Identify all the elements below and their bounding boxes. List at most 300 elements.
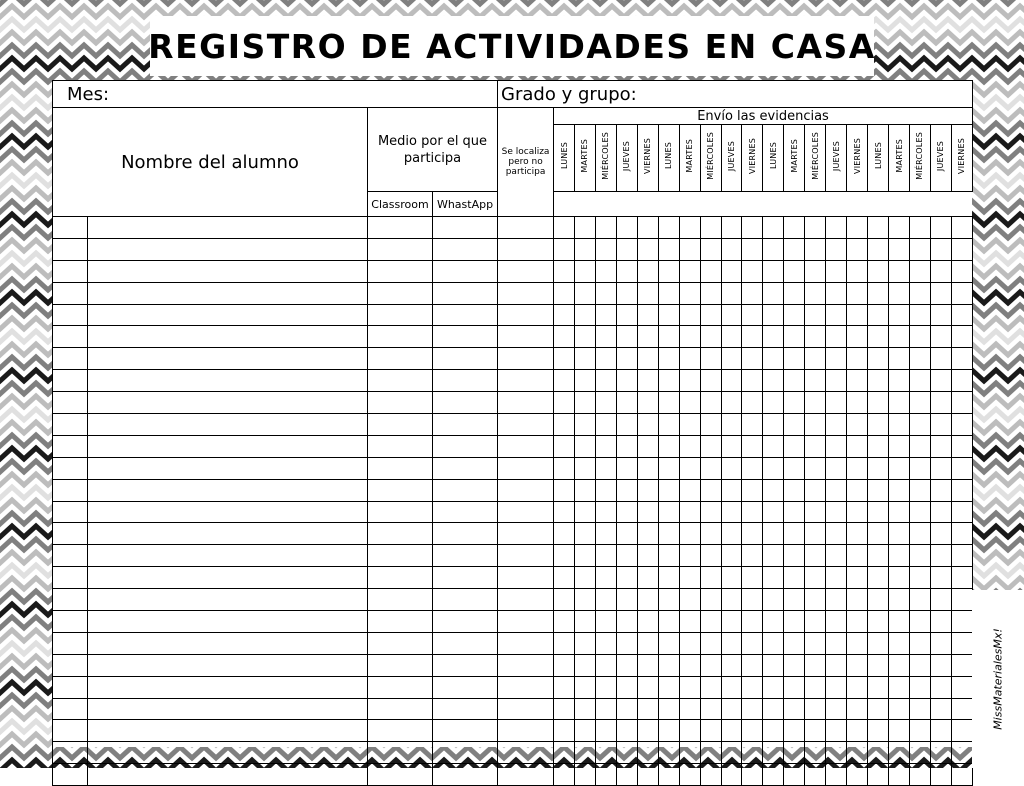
entry-cell[interactable] [595,654,616,676]
entry-cell[interactable] [637,742,658,764]
entry-cell[interactable] [930,698,951,720]
entry-cell[interactable] [368,523,433,545]
entry-cell[interactable] [889,326,910,348]
entry-cell[interactable] [658,632,679,654]
entry-cell[interactable] [574,654,595,676]
entry-cell[interactable] [637,764,658,786]
entry-cell[interactable] [951,611,972,633]
entry-cell[interactable] [742,764,763,786]
entry-cell[interactable] [742,742,763,764]
entry-cell[interactable] [658,589,679,611]
entry-cell[interactable] [616,501,637,523]
entry-cell[interactable] [951,414,972,436]
entry-cell[interactable] [554,435,575,457]
entry-cell[interactable] [826,567,847,589]
entry-cell[interactable] [658,764,679,786]
entry-cell[interactable] [889,764,910,786]
entry-cell[interactable] [742,435,763,457]
entry-cell[interactable] [868,523,889,545]
entry-cell[interactable] [721,304,742,326]
entry-cell[interactable] [951,720,972,742]
entry-cell[interactable] [909,414,930,436]
entry-cell[interactable] [658,435,679,457]
student-name-cell[interactable] [88,348,368,370]
entry-cell[interactable] [679,238,700,260]
row-number-cell[interactable] [53,676,88,698]
entry-cell[interactable] [574,392,595,414]
entry-cell[interactable] [847,501,868,523]
entry-cell[interactable] [433,370,498,392]
entry-cell[interactable] [616,742,637,764]
entry-cell[interactable] [616,260,637,282]
entry-cell[interactable] [930,370,951,392]
entry-cell[interactable] [658,238,679,260]
entry-cell[interactable] [554,282,575,304]
entry-cell[interactable] [951,742,972,764]
entry-cell[interactable] [742,523,763,545]
entry-cell[interactable] [574,435,595,457]
entry-cell[interactable] [658,501,679,523]
entry-cell[interactable] [498,545,554,567]
entry-cell[interactable] [700,457,721,479]
entry-cell[interactable] [574,501,595,523]
entry-cell[interactable] [498,370,554,392]
entry-cell[interactable] [889,632,910,654]
entry-cell[interactable] [574,742,595,764]
entry-cell[interactable] [637,545,658,567]
entry-cell[interactable] [805,217,826,239]
entry-cell[interactable] [679,720,700,742]
entry-cell[interactable] [805,698,826,720]
entry-cell[interactable] [847,589,868,611]
entry-cell[interactable] [637,457,658,479]
entry-cell[interactable] [889,479,910,501]
entry-cell[interactable] [574,304,595,326]
entry-cell[interactable] [595,238,616,260]
entry-cell[interactable] [721,764,742,786]
entry-cell[interactable] [784,348,805,370]
entry-cell[interactable] [930,545,951,567]
entry-cell[interactable] [721,282,742,304]
entry-cell[interactable] [721,632,742,654]
entry-cell[interactable] [763,611,784,633]
entry-cell[interactable] [930,217,951,239]
entry-cell[interactable] [826,435,847,457]
entry-cell[interactable] [951,589,972,611]
entry-cell[interactable] [909,457,930,479]
entry-cell[interactable] [930,501,951,523]
entry-cell[interactable] [930,282,951,304]
entry-cell[interactable] [554,479,575,501]
entry-cell[interactable] [637,654,658,676]
entry-cell[interactable] [574,589,595,611]
entry-cell[interactable] [951,698,972,720]
entry-cell[interactable] [889,260,910,282]
entry-cell[interactable] [433,282,498,304]
entry-cell[interactable] [909,326,930,348]
entry-cell[interactable] [595,414,616,436]
entry-cell[interactable] [368,348,433,370]
entry-cell[interactable] [700,589,721,611]
entry-cell[interactable] [595,742,616,764]
entry-cell[interactable] [763,545,784,567]
entry-cell[interactable] [700,720,721,742]
entry-cell[interactable] [889,654,910,676]
entry-cell[interactable] [574,238,595,260]
entry-cell[interactable] [554,501,575,523]
entry-cell[interactable] [847,676,868,698]
entry-cell[interactable] [595,457,616,479]
entry-cell[interactable] [889,545,910,567]
entry-cell[interactable] [742,370,763,392]
entry-cell[interactable] [930,654,951,676]
entry-cell[interactable] [784,392,805,414]
row-number-cell[interactable] [53,611,88,633]
entry-cell[interactable] [805,611,826,633]
entry-cell[interactable] [658,523,679,545]
entry-cell[interactable] [637,501,658,523]
row-number-cell[interactable] [53,742,88,764]
entry-cell[interactable] [889,435,910,457]
entry-cell[interactable] [889,414,910,436]
entry-cell[interactable] [433,348,498,370]
entry-cell[interactable] [679,304,700,326]
entry-cell[interactable] [930,260,951,282]
entry-cell[interactable] [930,720,951,742]
entry-cell[interactable] [679,567,700,589]
entry-cell[interactable] [805,720,826,742]
entry-cell[interactable] [805,238,826,260]
entry-cell[interactable] [595,523,616,545]
entry-cell[interactable] [868,414,889,436]
student-name-cell[interactable] [88,479,368,501]
entry-cell[interactable] [951,326,972,348]
entry-cell[interactable] [909,282,930,304]
entry-cell[interactable] [805,414,826,436]
entry-cell[interactable] [930,238,951,260]
entry-cell[interactable] [763,326,784,348]
entry-cell[interactable] [868,501,889,523]
entry-cell[interactable] [763,282,784,304]
entry-cell[interactable] [658,260,679,282]
entry-cell[interactable] [784,260,805,282]
entry-cell[interactable] [784,501,805,523]
entry-cell[interactable] [368,501,433,523]
student-name-cell[interactable] [88,654,368,676]
entry-cell[interactable] [616,632,637,654]
entry-cell[interactable] [616,457,637,479]
entry-cell[interactable] [826,326,847,348]
entry-cell[interactable] [595,348,616,370]
entry-cell[interactable] [700,282,721,304]
entry-cell[interactable] [433,304,498,326]
entry-cell[interactable] [595,720,616,742]
entry-cell[interactable] [742,567,763,589]
entry-cell[interactable] [433,217,498,239]
entry-cell[interactable] [679,348,700,370]
entry-cell[interactable] [805,523,826,545]
entry-cell[interactable] [700,326,721,348]
entry-cell[interactable] [847,611,868,633]
entry-cell[interactable] [498,414,554,436]
entry-cell[interactable] [909,764,930,786]
entry-cell[interactable] [554,764,575,786]
student-name-cell[interactable] [88,392,368,414]
row-number-cell[interactable] [53,217,88,239]
entry-cell[interactable] [742,348,763,370]
entry-cell[interactable] [498,260,554,282]
entry-cell[interactable] [679,523,700,545]
entry-cell[interactable] [763,632,784,654]
entry-cell[interactable] [826,217,847,239]
entry-cell[interactable] [847,238,868,260]
entry-cell[interactable] [433,611,498,633]
entry-cell[interactable] [784,326,805,348]
entry-cell[interactable] [637,632,658,654]
entry-cell[interactable] [368,676,433,698]
entry-cell[interactable] [826,654,847,676]
entry-cell[interactable] [616,720,637,742]
entry-cell[interactable] [868,611,889,633]
entry-cell[interactable] [763,676,784,698]
entry-cell[interactable] [909,260,930,282]
entry-cell[interactable] [721,676,742,698]
entry-cell[interactable] [368,326,433,348]
entry-cell[interactable] [847,392,868,414]
entry-cell[interactable] [951,435,972,457]
entry-cell[interactable] [637,370,658,392]
entry-cell[interactable] [868,545,889,567]
entry-cell[interactable] [889,217,910,239]
entry-cell[interactable] [637,589,658,611]
student-name-cell[interactable] [88,611,368,633]
entry-cell[interactable] [930,348,951,370]
entry-cell[interactable] [784,676,805,698]
entry-cell[interactable] [826,370,847,392]
entry-cell[interactable] [805,676,826,698]
entry-cell[interactable] [889,238,910,260]
entry-cell[interactable] [868,238,889,260]
entry-cell[interactable] [679,632,700,654]
entry-cell[interactable] [574,545,595,567]
entry-cell[interactable] [637,611,658,633]
entry-cell[interactable] [868,654,889,676]
entry-cell[interactable] [595,282,616,304]
entry-cell[interactable] [951,479,972,501]
student-name-cell[interactable] [88,457,368,479]
entry-cell[interactable] [554,720,575,742]
entry-cell[interactable] [679,764,700,786]
entry-cell[interactable] [658,348,679,370]
entry-cell[interactable] [700,698,721,720]
entry-cell[interactable] [868,348,889,370]
entry-cell[interactable] [951,501,972,523]
entry-cell[interactable] [951,523,972,545]
entry-cell[interactable] [868,392,889,414]
entry-cell[interactable] [805,764,826,786]
entry-cell[interactable] [868,764,889,786]
entry-cell[interactable] [826,632,847,654]
entry-cell[interactable] [868,282,889,304]
entry-cell[interactable] [951,676,972,698]
entry-cell[interactable] [554,414,575,436]
entry-cell[interactable] [784,764,805,786]
entry-cell[interactable] [721,654,742,676]
entry-cell[interactable] [868,632,889,654]
entry-cell[interactable] [679,501,700,523]
entry-cell[interactable] [433,654,498,676]
entry-cell[interactable] [554,654,575,676]
entry-cell[interactable] [616,392,637,414]
student-name-cell[interactable] [88,676,368,698]
entry-cell[interactable] [574,457,595,479]
entry-cell[interactable] [889,304,910,326]
student-name-cell[interactable] [88,304,368,326]
entry-cell[interactable] [679,370,700,392]
entry-cell[interactable] [909,435,930,457]
entry-cell[interactable] [616,348,637,370]
entry-cell[interactable] [498,392,554,414]
entry-cell[interactable] [637,698,658,720]
entry-cell[interactable] [679,479,700,501]
entry-cell[interactable] [616,282,637,304]
entry-cell[interactable] [368,392,433,414]
entry-cell[interactable] [784,370,805,392]
entry-cell[interactable] [616,435,637,457]
entry-cell[interactable] [433,632,498,654]
entry-cell[interactable] [700,217,721,239]
entry-cell[interactable] [742,589,763,611]
entry-cell[interactable] [700,676,721,698]
entry-cell[interactable] [637,260,658,282]
entry-cell[interactable] [826,523,847,545]
entry-cell[interactable] [763,238,784,260]
entry-cell[interactable] [763,435,784,457]
entry-cell[interactable] [368,282,433,304]
entry-cell[interactable] [805,282,826,304]
entry-cell[interactable] [847,742,868,764]
entry-cell[interactable] [847,282,868,304]
row-number-cell[interactable] [53,589,88,611]
entry-cell[interactable] [658,392,679,414]
entry-cell[interactable] [574,567,595,589]
row-number-cell[interactable] [53,238,88,260]
entry-cell[interactable] [679,545,700,567]
entry-cell[interactable] [679,676,700,698]
entry-cell[interactable] [616,304,637,326]
student-name-cell[interactable] [88,414,368,436]
entry-cell[interactable] [930,304,951,326]
entry-cell[interactable] [498,742,554,764]
entry-cell[interactable] [616,326,637,348]
entry-cell[interactable] [433,392,498,414]
entry-cell[interactable] [658,742,679,764]
entry-cell[interactable] [658,567,679,589]
entry-cell[interactable] [889,611,910,633]
entry-cell[interactable] [847,370,868,392]
entry-cell[interactable] [826,414,847,436]
entry-cell[interactable] [574,326,595,348]
entry-cell[interactable] [847,457,868,479]
entry-cell[interactable] [784,238,805,260]
entry-cell[interactable] [909,304,930,326]
entry-cell[interactable] [433,479,498,501]
entry-cell[interactable] [368,260,433,282]
entry-cell[interactable] [742,304,763,326]
entry-cell[interactable] [637,567,658,589]
entry-cell[interactable] [498,589,554,611]
entry-cell[interactable] [433,764,498,786]
student-name-cell[interactable] [88,435,368,457]
entry-cell[interactable] [805,589,826,611]
entry-cell[interactable] [721,501,742,523]
entry-cell[interactable] [658,654,679,676]
entry-cell[interactable] [679,392,700,414]
row-number-cell[interactable] [53,698,88,720]
entry-cell[interactable] [700,611,721,633]
entry-cell[interactable] [742,720,763,742]
entry-cell[interactable] [805,654,826,676]
entry-cell[interactable] [909,370,930,392]
entry-cell[interactable] [763,589,784,611]
entry-cell[interactable] [868,370,889,392]
entry-cell[interactable] [554,545,575,567]
entry-cell[interactable] [763,392,784,414]
entry-cell[interactable] [679,698,700,720]
entry-cell[interactable] [847,479,868,501]
entry-cell[interactable] [784,304,805,326]
entry-cell[interactable] [679,457,700,479]
student-name-cell[interactable] [88,698,368,720]
entry-cell[interactable] [679,217,700,239]
entry-cell[interactable] [433,457,498,479]
entry-cell[interactable] [498,632,554,654]
entry-cell[interactable] [826,260,847,282]
entry-cell[interactable] [763,217,784,239]
entry-cell[interactable] [721,742,742,764]
entry-cell[interactable] [574,720,595,742]
entry-cell[interactable] [700,238,721,260]
entry-cell[interactable] [951,764,972,786]
entry-cell[interactable] [909,523,930,545]
entry-cell[interactable] [805,392,826,414]
entry-cell[interactable] [763,260,784,282]
entry-cell[interactable] [826,698,847,720]
entry-cell[interactable] [700,764,721,786]
entry-cell[interactable] [805,479,826,501]
entry-cell[interactable] [889,348,910,370]
entry-cell[interactable] [889,457,910,479]
entry-cell[interactable] [554,304,575,326]
entry-cell[interactable] [658,217,679,239]
entry-cell[interactable] [433,545,498,567]
entry-cell[interactable] [909,654,930,676]
entry-cell[interactable] [909,217,930,239]
entry-cell[interactable] [433,567,498,589]
entry-cell[interactable] [433,589,498,611]
entry-cell[interactable] [658,479,679,501]
entry-cell[interactable] [700,479,721,501]
entry-cell[interactable] [763,764,784,786]
entry-cell[interactable] [595,764,616,786]
entry-cell[interactable] [763,370,784,392]
entry-cell[interactable] [595,632,616,654]
entry-cell[interactable] [368,238,433,260]
entry-cell[interactable] [826,282,847,304]
entry-cell[interactable] [784,282,805,304]
entry-cell[interactable] [721,479,742,501]
entry-cell[interactable] [721,435,742,457]
